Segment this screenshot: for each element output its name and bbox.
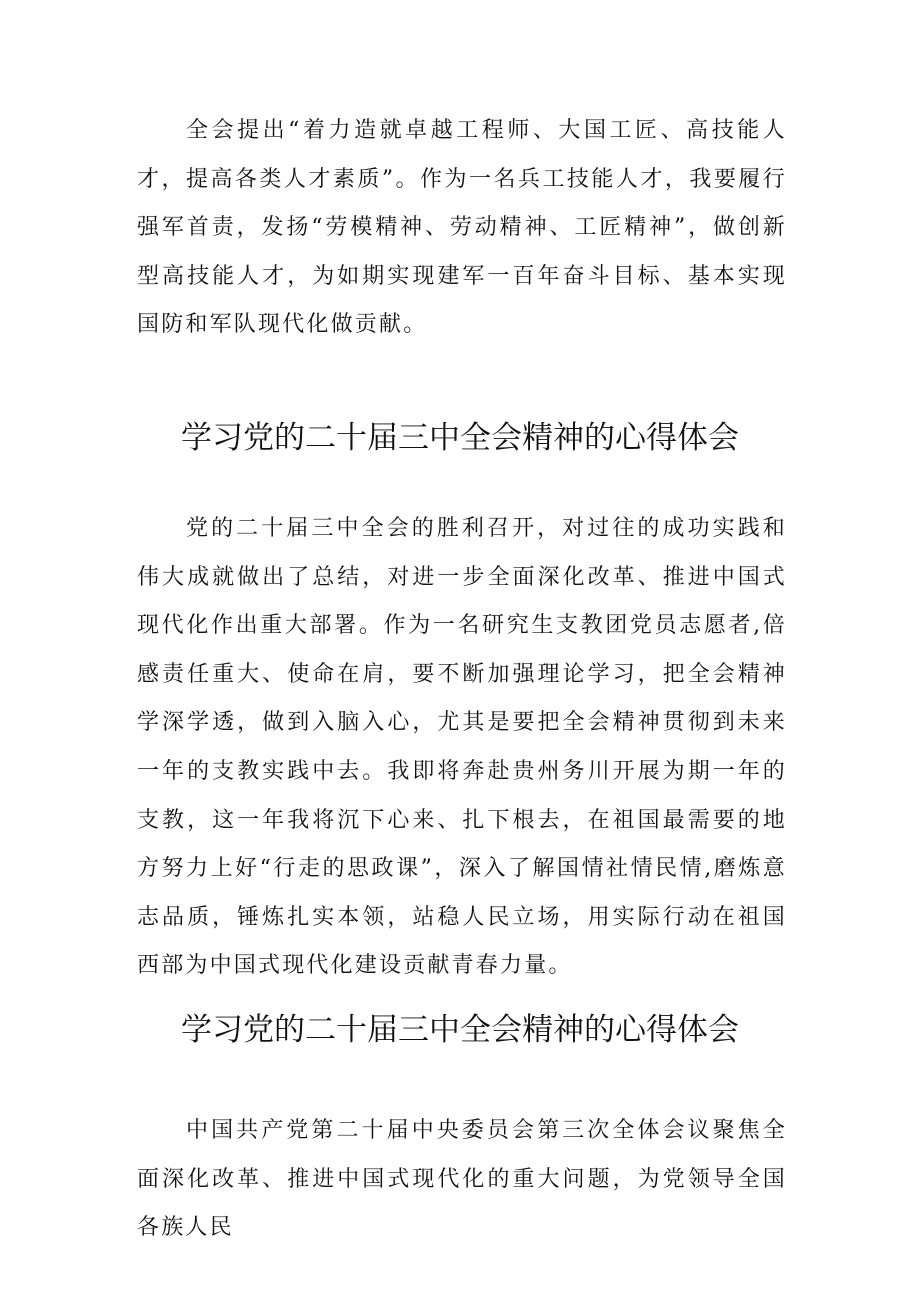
body-paragraph: 中国共产党第二十届中央委员会第三次全体会议聚焦全面深化改革、推进中国式现代化的重大问题，为党领导全国各族人民: [137, 1118, 787, 1241]
body-paragraph: 党的二十届三中全会的胜利召开，对过往的成功实践和伟大成就做出了总结，对进一步全面深化改革、推进中国式现代化作出重大部署。作为一名研究生支教团党员志愿者,倍感责任重大、使命在肩，要不断加强理论学习，把全会精神学深学透，做到入脑入心，尤其是要把全会精神贯彻到未来一年的支教实践中去。我即将奔赴贵州务川开展为期一年的支教，这一年我将沉下心来、扎下根去，在祖国最需要的地方努力上好“行走的思政课”，深入了解国情社情民情,磨炼意志品质，锤炼扎实本领，站稳人民立场，用实际行动在祖国西部为中国式现代化建设贡献青春力量。: [137, 516, 787, 979]
section-title: 学习党的二十届三中全会精神的心得体会: [181, 420, 739, 456]
section-title: 学习党的二十届三中全会精神的心得体会: [181, 1012, 739, 1048]
body-paragraph: 全会提出“着力造就卓越工程师、大国工匠、高技能人才，提高各类人才素质”。作为一名兵工技能人才，我要履行强军首责，发扬“劳模精神、劳动精神、工匠精神”，做创新型高技能人才，为如期实现建军一百年奋斗目标、基本实现国防和军队现代化做贡献。: [137, 118, 787, 338]
